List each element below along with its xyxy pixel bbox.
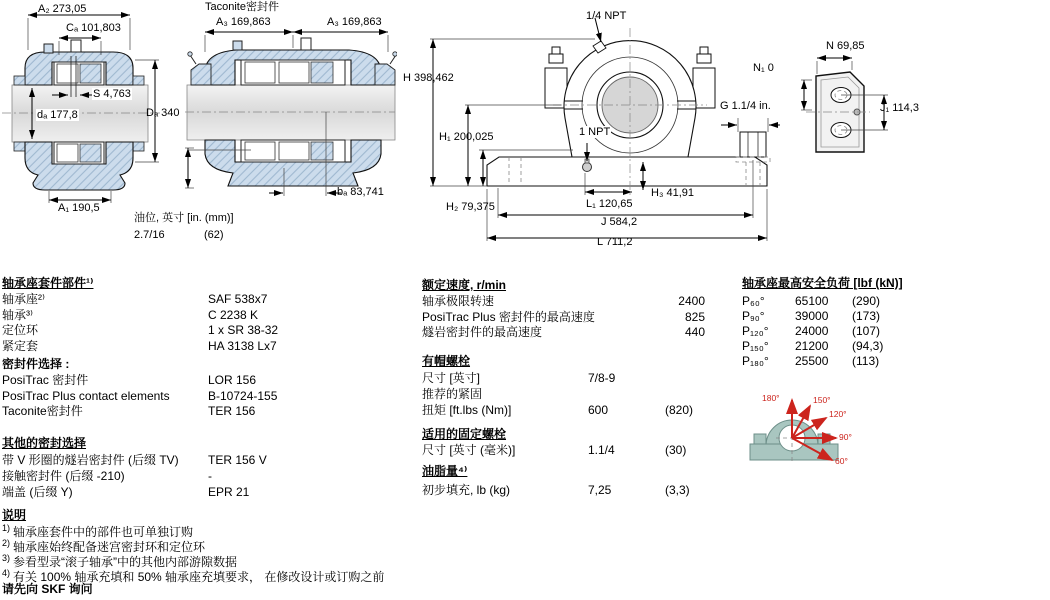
grease-fill-label: 初步填充, lb (kg) [422, 483, 511, 497]
dim-g-label: G 1.1/4 in. [720, 100, 771, 112]
other-seal-row-value: TER 156 V [208, 453, 267, 467]
anchor-bolt-size-label: 尺寸 [英寸 (毫米)] [422, 443, 516, 457]
load-row-label: P₁₈₀° [742, 354, 769, 368]
dim-l1-label: L₁ 120,65 [586, 198, 633, 210]
load-row-alt: (107) [852, 324, 881, 338]
speed-row-label: 轴承极限转速 [422, 294, 495, 308]
angle-60-label: 60° [835, 456, 848, 466]
other-seals-header: 其他的密封选择 [2, 436, 87, 450]
seal-row-value: TER 156 [208, 404, 256, 418]
angle-90-label: 90° [839, 432, 852, 442]
dim-n1-label: N₁ 0 [753, 62, 774, 74]
plate [806, 72, 870, 152]
anchor-bolt-size-alt: (30) [665, 443, 687, 457]
parts-row-label: 轴承座²⁾ [2, 292, 45, 306]
cap-bolt-size-label: 尺寸 [英寸] [422, 371, 481, 385]
cap-bolt-torque-label1: 推荐的紧固 [422, 387, 483, 401]
speed-row-value: 825 [684, 310, 705, 324]
cap-bolt-header: 有帽螺栓 [422, 354, 471, 368]
dim-n-label: N 69,85 [826, 40, 865, 52]
load-row-alt: (173) [852, 309, 881, 323]
angle-120-label: 120° [829, 409, 847, 419]
dim-ca-label: Cₐ 101,803 [66, 22, 121, 34]
load-table-header: 轴承座最高安全负荷 [lbf (kN)] [742, 276, 903, 290]
seal-options-header: 密封件选择 : [2, 357, 70, 371]
parts-row-value: SAF 538x7 [208, 292, 268, 306]
angle-180-label: 180° [762, 393, 780, 403]
dim-j-label: J 584,2 [601, 216, 638, 228]
load-row-alt: (94,3) [852, 339, 884, 353]
other-seal-row-label: 接触密封件 (后缀 -210) [2, 469, 125, 483]
parts-row-value: 1 x SR 38-32 [208, 323, 279, 337]
dim-npt1-label: 1 NPT [579, 126, 611, 138]
load-row-alt: (113) [852, 354, 880, 368]
speed-header: 额定速度, r/min [422, 278, 507, 292]
parts-row-label: 定位环 [2, 323, 39, 337]
other-seal-row-label: 带 V 形圈的燧岩密封件 (后缀 TV) [2, 453, 179, 467]
dim-a1-label: A₁ 190,5 [58, 202, 100, 214]
dim-l-label: L 711,2 [597, 236, 633, 248]
load-row-value: 39000 [795, 309, 829, 323]
seal-row-label: PosiTrac Plus contact elements [2, 389, 170, 403]
dim-a3-left-label: A₃ 169,863 [216, 16, 271, 28]
shaft [2, 85, 160, 142]
dim-a2-label: A₂ 273,05 [38, 3, 87, 15]
angle-150-label: 150° [813, 395, 831, 405]
note-mark: 2) [2, 538, 11, 548]
dim-a3-right-label: A₃ 169,863 [327, 16, 382, 28]
cap-bolt-torque-alt: (820) [665, 403, 694, 417]
dim-s-label: S 4,763 [93, 88, 131, 100]
dim-Da-label: Dₐ 340 [146, 107, 180, 119]
load-row-value: 21200 [795, 339, 829, 353]
parts-row-value: C 2238 K [208, 308, 259, 322]
dim-h3-label: H₃ 41,91 [651, 187, 695, 199]
base [487, 157, 767, 186]
dim-j1-label: J₁ 114,3 [880, 102, 919, 114]
note-mark: 1) [2, 523, 11, 533]
notes-footer: 请先向 SKF 询问 [2, 582, 93, 596]
oil-level-inch: 2.7/16 [134, 229, 165, 241]
load-direction-diagram [744, 386, 862, 474]
load-row-label: P₆₀° [742, 294, 765, 308]
grease-fill-alt: (3,3) [665, 483, 690, 497]
note-mark: 3) [2, 553, 11, 563]
parts-row-value: HA 3138 Lx7 [208, 339, 277, 353]
speed-row-value: 440 [684, 325, 705, 339]
note-text: 有关 100% 轴承充填和 50% 轴承座充填要求， 在修改设计或订购之前 [13, 570, 385, 584]
grease-header: 油脂量⁴⁾ [422, 464, 468, 478]
cap-bolt-torque-value: 600 [588, 403, 609, 417]
dim-ba-label: bₐ 83,741 [337, 186, 384, 198]
housing-parts-header: 轴承座套件部件¹⁾ [2, 276, 94, 290]
note-text: 参看型录“滚子轴承”中的其他内部游隙数据 [13, 555, 238, 569]
dim-h-label: H 398,462 [403, 72, 454, 84]
parts-row-label: 紧定套 [2, 339, 39, 353]
other-seal-row-value: EPR 21 [208, 485, 250, 499]
dim-h1-label: H₁ 200,025 [439, 131, 494, 143]
speed-row-label: PosiTrac Plus 密封件的最高速度 [422, 310, 595, 324]
load-row-label: P₉₀° [742, 309, 765, 323]
load-row-value: 25500 [795, 354, 829, 368]
load-row-label: P₁₂₀° [742, 324, 769, 338]
load-row-label: P₁₅₀° [742, 339, 769, 353]
note-text: 轴承座套件中的部件也可单独订购 [13, 525, 194, 539]
anchor-bolt-size-value: 1.1/4 [588, 443, 615, 457]
speed-row-value: 2400 [678, 294, 705, 308]
shaft [185, 85, 395, 140]
other-seal-row-label: 端盖 (后缀 Y) [2, 485, 73, 499]
mini-housing [750, 420, 838, 464]
load-row-value: 65100 [795, 294, 829, 308]
seal-row-value: LOR 156 [208, 373, 257, 387]
other-seal-row-value: - [208, 469, 212, 483]
seal-row-value: B-10724-155 [208, 389, 278, 403]
seal-row-label: Taconite密封件 [2, 404, 83, 418]
cap-bolt-size-value: 7/8-9 [588, 371, 616, 385]
taconite-drawing-title: Taconite密封件 [205, 1, 279, 13]
seal-row-label: PosiTrac 密封件 [2, 373, 89, 387]
load-row-alt: (290) [852, 294, 881, 308]
note-text: 轴承座始终配备迷宫密封环和定位环 [13, 540, 206, 554]
grease-fill-value: 7,25 [588, 483, 612, 497]
oil-level-mm: (62) [204, 229, 224, 241]
oil-level-label: 油位, 英寸 [in. (mm)] [134, 212, 234, 224]
parts-row-label: 轴承³⁾ [2, 308, 33, 322]
dim-h2-label: H₂ 79,375 [446, 201, 495, 213]
dim-da-label: dₐ 177,8 [37, 109, 78, 121]
anchor-bolt-header: 适用的固定螺栓 [422, 427, 507, 441]
dim-npt14-label: 1/4 NPT [586, 10, 627, 22]
speed-row-label: 燧岩密封件的最高速度 [422, 325, 543, 339]
note-mark: 4) [2, 568, 11, 578]
end-plate-drawing [800, 40, 950, 160]
notes-header: 说明 [2, 508, 27, 522]
cap-bolt-torque-label2: 扭矩 [ft.lbs (Nm)] [422, 403, 512, 417]
load-row-value: 24000 [795, 324, 829, 338]
